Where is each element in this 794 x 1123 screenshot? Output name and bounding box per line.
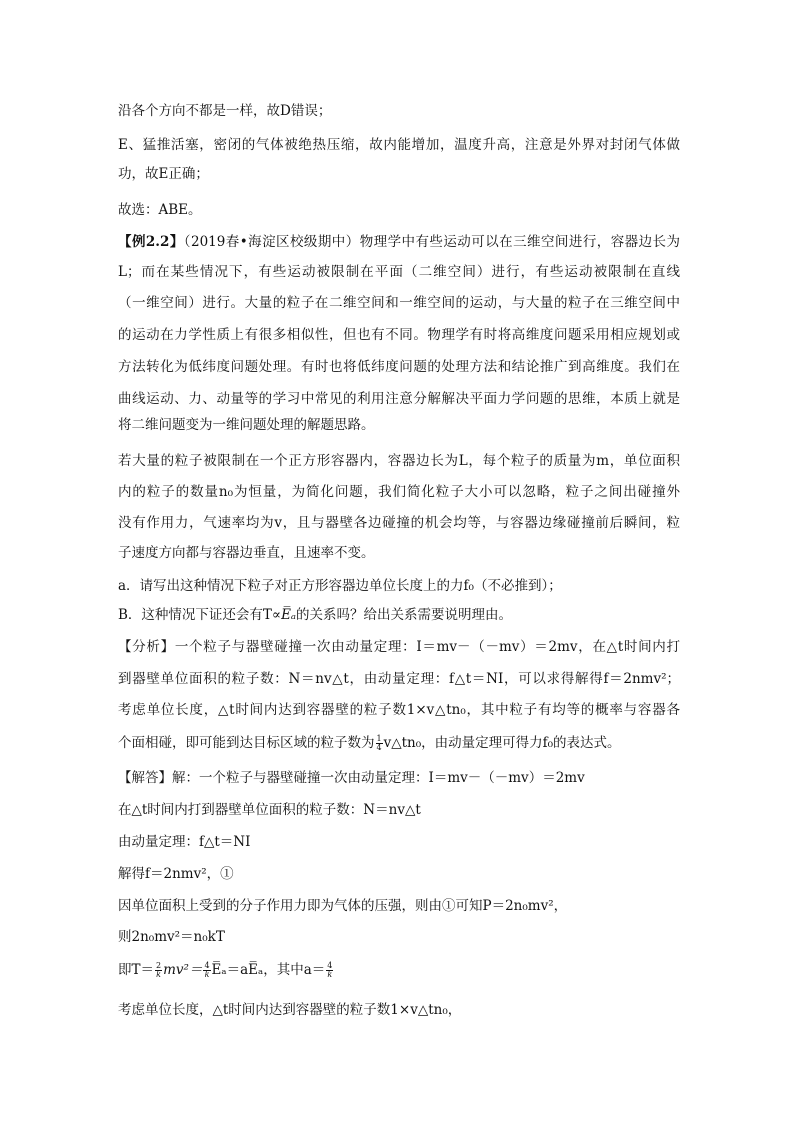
text-line: 将二维问题变为一维问题处理的解题思路。: [118, 417, 375, 433]
text-line: 解得f＝2nmv²，①: [118, 866, 234, 882]
solution-line: 【解答】解：一个粒子与器壁碰撞一次由动量定理：I＝mv－（－mv）＝2mv: [118, 770, 585, 786]
fraction-denominator: k: [156, 970, 161, 979]
text-span: 个面相碰，即可能到达目标区域的粒子数为: [118, 735, 375, 751]
text-line: 的运动在力学性质上有很多相似性，但也有不同。物理学有时将高维度问题采用相应规划或: [118, 327, 680, 343]
text-line: 没有作用力，气速率均为v，且与器壁各边碰撞的机会均等，与容器边缘碰撞前后瞬间，粒: [118, 515, 680, 531]
text-line: [118, 605, 680, 625]
formula-line: [118, 960, 680, 980]
fraction-denominator: 4: [376, 743, 382, 752]
text-line: 因单位面积上受到的分子作用力即为气体的压强，则由①可知P＝2n₀mv²，: [118, 898, 568, 914]
text-span: B．这种情况下证还会有T∝: [118, 607, 282, 623]
fraction-numerator: 2: [156, 961, 162, 970]
text-line: （一维空间）进行。大量的粒子在二维空间和一维空间的运动，与大量的粒子在三维空间中: [118, 295, 680, 311]
text-line: 考虑单位长度，△t时间内达到容器壁的粒子数1×v△tn₀，其中粒子有均等的概率与容器各: [118, 702, 680, 718]
text-line: 沿各个方向不都是一样，故D错误；: [118, 103, 332, 119]
fraction-numerator: 4: [204, 961, 210, 970]
text-line: 子速度方向都与容器边垂直，且速率不变。: [118, 545, 375, 561]
text-line: 曲线运动、力、动量等的学习中常见的利用注意分解解决平面力学问题的思维，本质上就是: [118, 391, 680, 407]
example-label: 【例2.2】: [118, 234, 184, 250]
text-line: L；而在某些情况下，有些运动被限制在平面（二维空间）进行，有些运动被限制在直线: [118, 264, 680, 280]
fraction-numerator: 4: [327, 961, 333, 970]
text-span: 即T＝: [118, 962, 155, 978]
text-line: 考虑单位长度，△t时间内达到容器壁的粒子数1×v△tn₀，: [118, 1002, 462, 1018]
text-line: 故选：ABE。: [118, 202, 202, 218]
text-line: E、猛推活塞，密闭的气体被绝热压缩，故内能增加，温度升高，注意是外界对封闭气体做: [118, 137, 680, 153]
text-line: 功，故E正确；: [118, 166, 209, 182]
text-line: 在△t时间内打到器壁单位面积的粒子数：N＝nv△t: [118, 802, 421, 818]
analysis-line: 【分析】一个粒子与器壁碰撞一次由动量定理：I＝mv－（－mv）＝2mv，在△t时间内打: [118, 639, 680, 655]
fraction: [155, 962, 162, 979]
text-line: 内的粒子的数量n₀为恒量，为简化问题，我们简化粒子大小可以忽略，粒子之间出碰撞外: [118, 484, 680, 500]
text-line: 由动量定理：f△t＝NI: [118, 834, 251, 850]
fraction-numerator: 1: [376, 734, 382, 743]
text-line: 若大量的粒子被限制在一个正方形容器内，容器边长为L，每个粒子的质量为m，单位面积: [118, 453, 680, 469]
text-span: v△tn₀，由动量定理可得力f₀的表达式。: [383, 735, 621, 751]
text-line: 到器壁单位面积的粒子数：N＝nv△t，由动量定理：f△t＝NI，可以求得解得f＝2nmv²；: [118, 671, 680, 687]
text-span: 的关系吗？给出关系需要说明理由。: [296, 607, 512, 623]
fraction-denominator: k: [327, 970, 333, 979]
text-span: （2019春•海淀区校级期中）物理学中有些运动可以在三维空间进行，容器边长为: [183, 234, 680, 250]
fraction: [326, 962, 333, 979]
text-line: 方法转化为低纬度问题处理。有时也将低纬度问题的处理方法和结论推广到高维度。我们在: [118, 359, 680, 375]
text-line: a．请写出这种情况下粒子对正方形容器边单位长度上的力f₀（不必推到）；: [118, 578, 562, 594]
fraction: [376, 735, 383, 752]
text-line: [118, 733, 680, 753]
formula-span: mv²＝: [163, 962, 203, 978]
example-heading-line: [118, 232, 680, 252]
formula-span: E̅ₐ＝aE̅ₐ，其中a＝: [211, 962, 326, 978]
fraction-denominator: k: [204, 970, 210, 979]
fraction: [203, 962, 210, 979]
formula-span: E̅ₐ: [281, 607, 296, 623]
text-line: 则2n₀mv²＝n₀kT: [118, 929, 225, 945]
